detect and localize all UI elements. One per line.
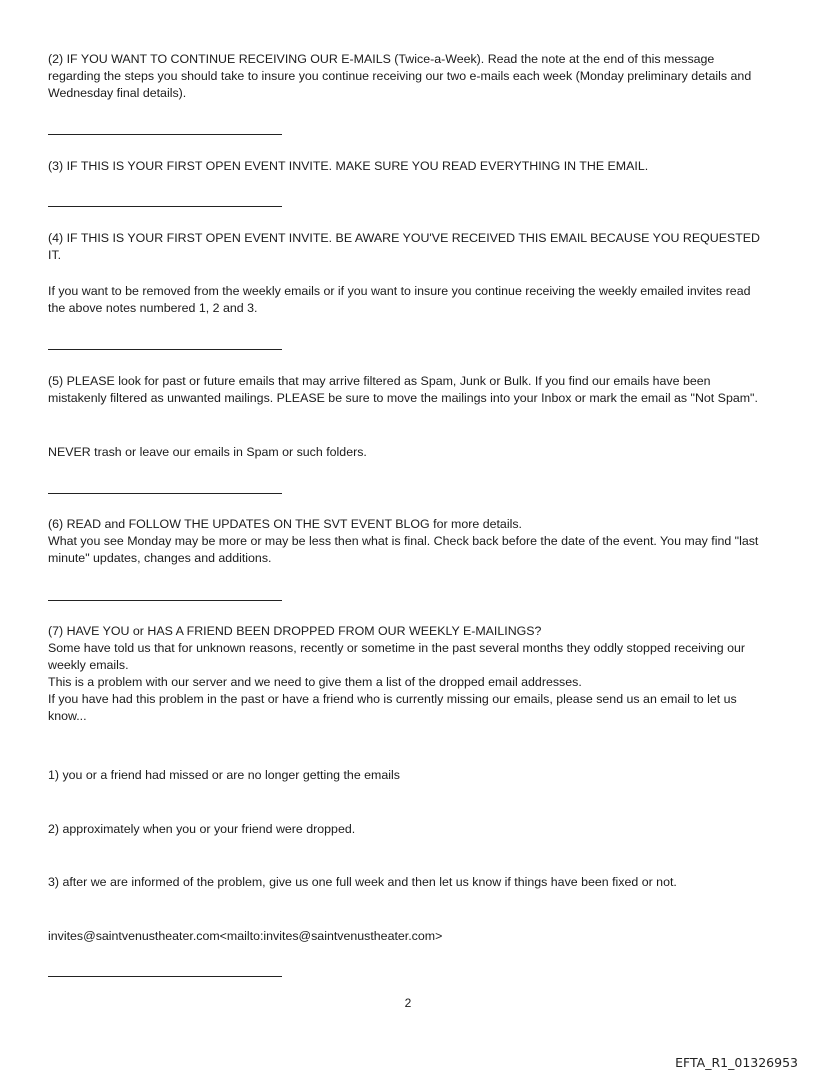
note-7-heading: (7) HAVE YOU or HAS A FRIEND BEEN DROPPED FROM OUR WEEKLY E-MAILINGS?	[48, 624, 542, 638]
separator-rule	[48, 134, 282, 135]
separator-rule	[48, 206, 282, 207]
note-3: (3) IF THIS IS YOUR FIRST OPEN EVENT INVITE. MAKE SURE YOU READ EVERYTHING IN THE EMAIL.	[48, 159, 649, 173]
bates-stamp: EFTA_R1_01326953	[675, 1055, 798, 1070]
note-6	[48, 516, 770, 567]
note-5: (5) PLEASE look for past or future emails that may arrive filtered as Spam, Junk or Bulk. If you find our emails have been mistakenly filtered as unwanted mailings. PLEASE be sure to move the mailings into your Inbox or mark the email as "Not Spam".	[48, 374, 758, 405]
note-6-heading: (6) READ and FOLLOW THE UPDATES ON THE SVT EVENT BLOG for more details.	[48, 517, 522, 531]
note-7	[48, 623, 770, 725]
separator-rule	[48, 493, 282, 494]
note-4: (4) IF THIS IS YOUR FIRST OPEN EVENT INVITE. BE AWARE YOU'VE RECEIVED THIS EMAIL BECAUSE YOU REQUESTED IT.	[48, 231, 761, 262]
note-7-line-3: If you have had this problem in the past or have a friend who is currently missing our emails, please send us an email to let us know...	[48, 692, 737, 723]
separator-rule	[48, 600, 282, 601]
note-7-line-2: This is a problem with our server and we need to give them a list of the dropped email addresses.	[48, 675, 582, 689]
separator-rule	[48, 976, 282, 977]
note-7-line-1: Some have told us that for unknown reasons, recently or sometime in the past several months they oddly stopped receiving our weekly emails.	[48, 641, 746, 672]
step-2: 2) approximately when you or your friend were dropped.	[48, 822, 356, 836]
page-number: 2	[404, 996, 412, 1010]
separator-rule	[48, 349, 282, 350]
removal-note: If you want to be removed from the weekly emails or if you want to insure you continue receiving the weekly emailed invites read the above notes numbered 1, 2 and 3.	[48, 284, 751, 315]
step-1: 1) you or a friend had missed or are no longer getting the emails	[48, 768, 400, 782]
note-5-never: NEVER trash or leave our emails in Spam or such folders.	[48, 445, 367, 459]
step-3: 3) after we are informed of the problem, give us one full week and then let us know if things have been fixed or not.	[48, 875, 677, 889]
note-6-body: What you see Monday may be more or may be less then what is final. Check back before the date of the event. You may find "last minute" updates, changes and additions.	[48, 534, 759, 565]
note-2: (2) IF YOU WANT TO CONTINUE RECEIVING OUR E-MAILS (Twice-a-Week). Read the note at the end of this message regarding the steps you should take to insure you continue receiving our two e-mails each week (Monday preliminary details and Wednesday final details).	[48, 52, 752, 100]
contact-email-link[interactable]: invites@saintvenustheater.com<mailto:invites@saintvenustheater.com>	[48, 929, 443, 943]
